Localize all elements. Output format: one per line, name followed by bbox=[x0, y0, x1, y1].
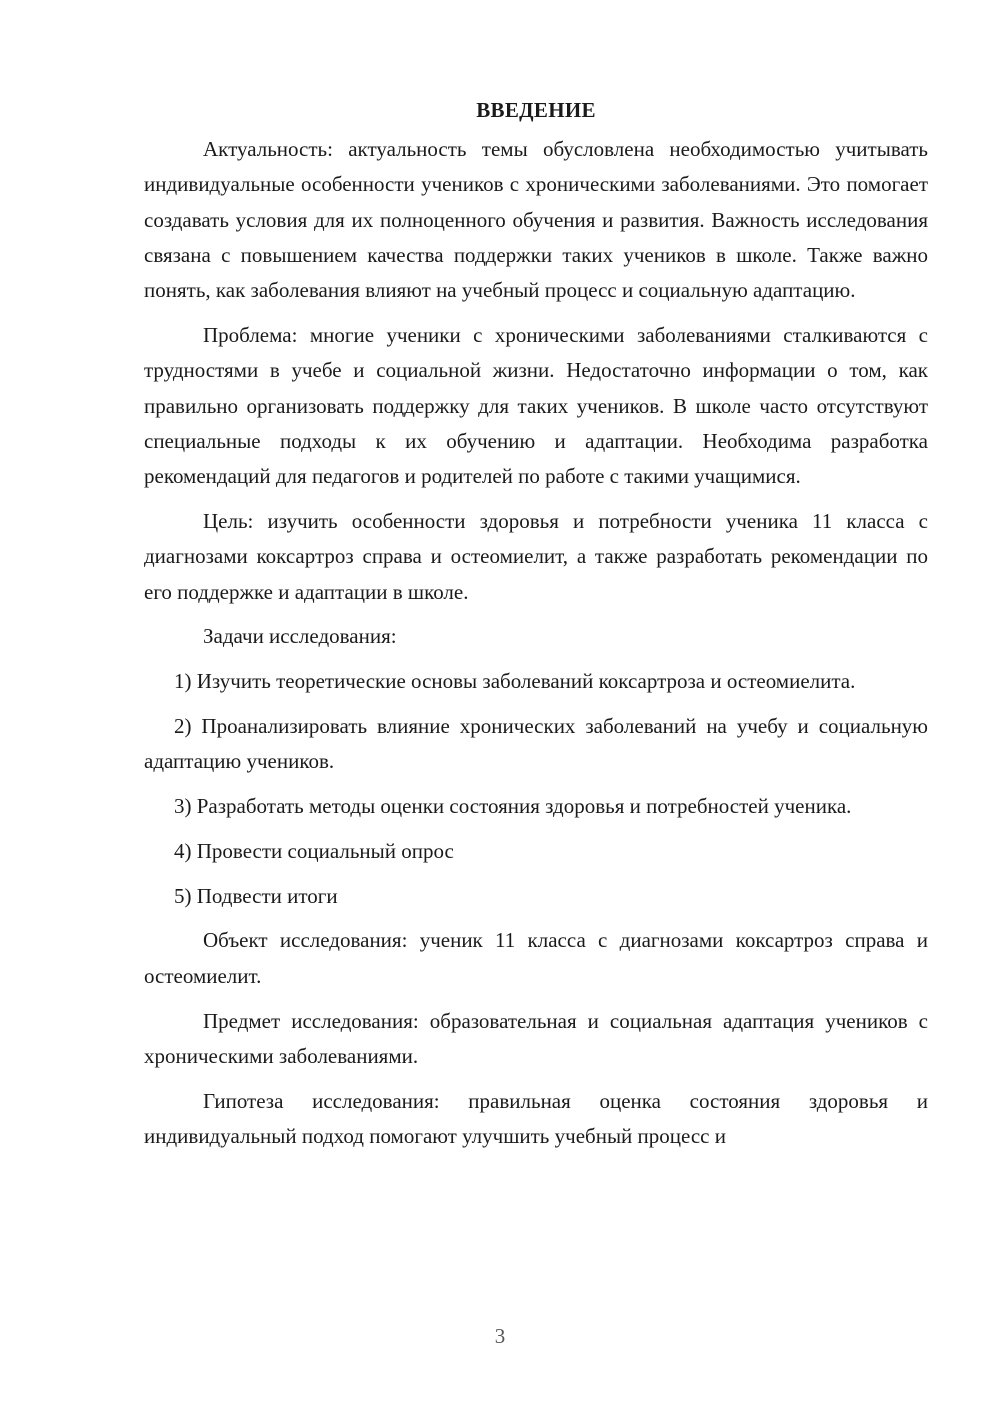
paragraph-object: Объект исследования: ученик 11 класса с диагнозами коксартроз справа и остеомиелит. bbox=[144, 928, 928, 988]
paragraph-hypothesis: Гипотеза исследования: правильная оценка состояния здоровья и индивидуальный подход помогают улучшить учебный процесс и bbox=[144, 1088, 928, 1148]
task-item: 1) Изучить теоретические основы заболеваний коксартроза и остеомиелита. bbox=[174, 669, 856, 694]
task-item: 2) Проанализировать влияние хронических заболеваний на учебу и социальную адаптацию учеников. bbox=[144, 713, 928, 774]
section-heading: ВВЕДЕНИЕ bbox=[476, 98, 596, 122]
page-number: 3 bbox=[494, 1324, 506, 1348]
task-item: 4) Провести социальный опрос bbox=[174, 838, 454, 863]
task-item: 3) Разработать методы оценки состояния здоровья и потребностей ученика. bbox=[174, 794, 852, 819]
task-item: 5) Подвести итоги bbox=[174, 883, 338, 908]
paragraph-goal: Цель: изучить особенности здоровья и потребности ученика 11 класса с диагнозами коксартроз справа и остеомиелит, а также разработать рекомендации по его поддержке и адаптации в школе. bbox=[144, 508, 928, 604]
paragraph-subject: Предмет исследования: образовательная и социальная адаптация учеников с хроническими заболеваниями. bbox=[144, 1008, 928, 1068]
document-page bbox=[144, 92, 928, 1154]
paragraph-problem: Проблема: многие ученики с хроническими заболеваниями сталкиваются с трудностями в учебе и социальной жизни. Недостаточно информации о том, как правильно организовать поддержку для таких учеников. В школе часто отсутствуют специальные подходы к их обучению и адаптации. Необходима разработка рекомендаций для педагогов и родителей по работе с такими учащимися. bbox=[144, 322, 928, 489]
paragraph-tasks-heading: Задачи исследования: bbox=[203, 624, 397, 649]
paragraph-relevance: Актуальность: актуальность темы обусловлена необходимостью учитывать индивидуальные особенности учеников с хроническими заболеваниями. Это помогает создавать условия для их полноценного обучения и развития. Важность исследования связана с повышением качества поддержки таких учеников в школе. Также важно понять, как заболевания влияют на учебный процесс и социальную адаптацию. bbox=[144, 137, 928, 303]
